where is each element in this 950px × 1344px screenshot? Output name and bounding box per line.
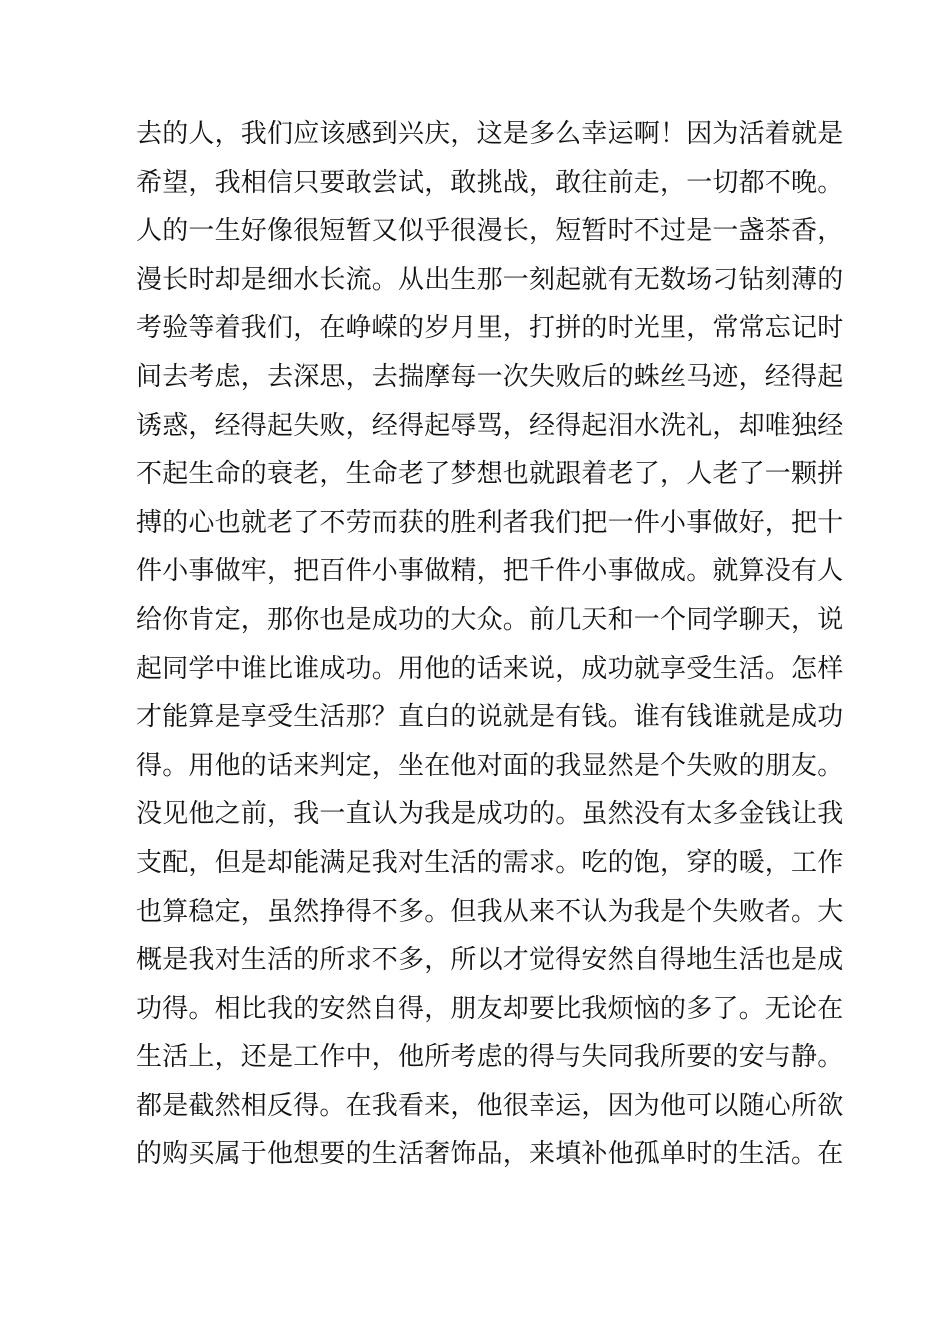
text-line: 功得。相比我的安然自得，朋友却要比我烦恼的多了。无论在 bbox=[136, 993, 844, 1024]
text-line: 搏的心也就老了不劳而获的胜利者我们把一件小事做好，把十 bbox=[136, 507, 844, 538]
text-line: 概是我对生活的所求不多，所以才觉得安然自得地生活也是成 bbox=[136, 945, 844, 976]
text-line: 漫长时却是细水长流。从出生那一刻起就有无数场刁钻刻薄的 bbox=[136, 264, 844, 295]
text-line: 支配，但是却能满足我对生活的需求。吃的饱，穿的暖，工作 bbox=[136, 847, 844, 878]
text-line: 得。用他的话来判定，坐在他对面的我显然是个失败的朋友。 bbox=[136, 750, 844, 781]
text-line: 才能算是享受生活那？直白的说就是有钱。谁有钱谁就是成功 bbox=[136, 702, 844, 733]
text-line: 件小事做牢，把百件小事做精，把千件小事做成。就算没有人 bbox=[136, 556, 844, 587]
text-line: 的购买属于他想要的生活奢饰品，来填补他孤单时的生活。在 bbox=[136, 1139, 844, 1170]
text-line: 人的一生好像很短暂又似乎很漫长，短暂时不过是一盏茶香， bbox=[136, 216, 844, 247]
text-line: 给你肯定，那你也是成功的大众。前几天和一个同学聊天，说 bbox=[136, 604, 844, 635]
text-line: 也算稳定，虽然挣得不多。但我从来不认为我是个失败者。大 bbox=[136, 896, 844, 927]
text-line: 间去考虑，去深思，去揣摩每一次失败后的蛛丝马迹，经得起 bbox=[136, 361, 844, 392]
text-line: 生活上，还是工作中，他所考虑的得与失同我所要的安与静。 bbox=[136, 1042, 844, 1073]
text-line: 都是截然相反得。在我看来，他很幸运，因为他可以随心所欲 bbox=[136, 1090, 844, 1121]
text-line: 诱惑，经得起失败，经得起辱骂，经得起泪水洗礼，却唯独经 bbox=[136, 410, 844, 441]
text-line: 不起生命的衰老，生命老了梦想也就跟着老了，人老了一颗拼 bbox=[136, 459, 844, 490]
text-line: 去的人，我们应该感到兴庆，这是多么幸运啊！因为活着就是 bbox=[136, 119, 844, 149]
text-line: 考验等着我们，在峥嵘的岁月里，打拼的时光里，常常忘记时 bbox=[136, 313, 844, 344]
text-line: 起同学中谁比谁成功。用他的话来说，成功就享受生活。怎样 bbox=[136, 653, 844, 684]
body-text bbox=[136, 110, 844, 1179]
text-line: 希望，我相信只要敢尝试，敢挑战，敢往前走，一切都不晚。 bbox=[136, 167, 844, 198]
text-line: 没见他之前，我一直认为我是成功的。虽然没有太多金钱让我 bbox=[136, 799, 844, 830]
